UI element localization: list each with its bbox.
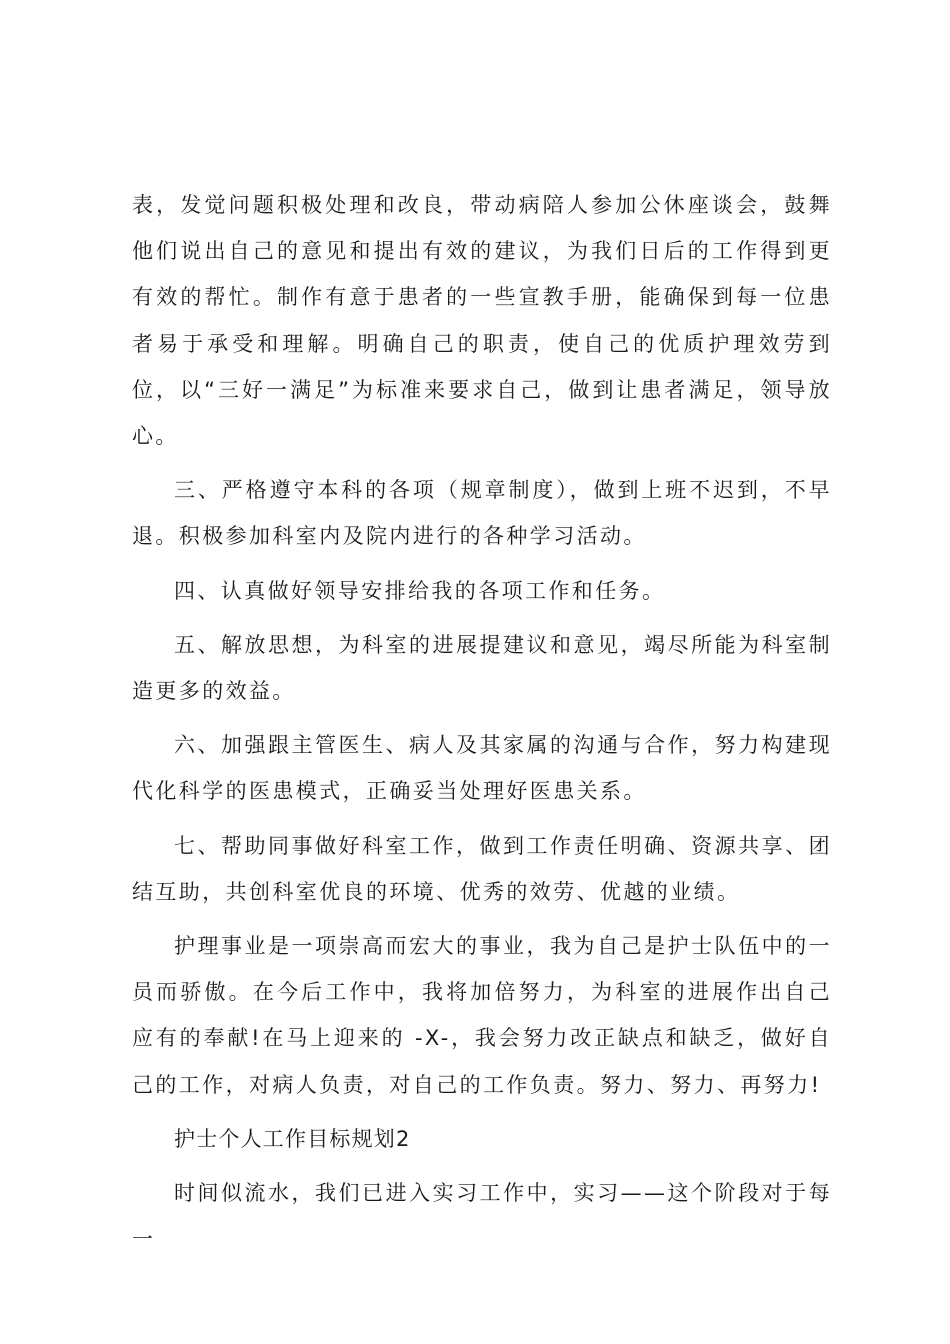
document-body: [132, 182, 832, 1270]
paragraph-continuation: 表，发觉问题积极处理和改良，带动病陪人参加公休座谈会，鼓舞他们说出自己的意见和提出有效的建议，为我们日后的工作得到更有效的帮忙。制作有意于患者的一些宣教手册，能确保到每一位患者易于承受和理解。明确自己的职责，使自己的优质护理效劳到位，以“三好一满足”为标准来要求自己，做到让患者满足，领导放心。: [132, 193, 832, 449]
paragraph-item-6: 六、加强跟主管医生、病人及其家属的沟通与合作，努力构建现代化科学的医患模式，正确妥当处理好医患关系。: [132, 733, 832, 804]
paragraph-item-3: 三、严格遵守本科的各项（规章制度），做到上班不迟到，不早退。积极参加科室内及院内进行的各种学习活动。: [132, 478, 832, 549]
paragraph-closing: 护理事业是一项崇高而宏大的事业，我为自己是护士队伍中的一员而骄傲。在今后工作中，我将加倍努力，为科室的进展作出自己应有的奉献!在马上迎来的 -X-，我会努力改正缺点和缺乏，做好自己的工作，对病人负责，对自己的工作负责。努力、努力、再努力!: [132, 934, 832, 1097]
paragraph-intro: 时间似流水，我们已进入实习工作中，实习——这个阶段对于每一: [132, 1181, 832, 1252]
paragraph-item-4: 四、认真做好领导安排给我的各项工作和任务。: [174, 578, 666, 603]
paragraph-item-5: 五、解放思想，为科室的进展提建议和意见，竭尽所能为科室制造更多的效益。: [132, 632, 832, 704]
paragraph-item-7: 七、帮助同事做好科室工作，做到工作责任明确、资源共享、团结互助，共创科室优良的环境、优秀的效劳、优越的业绩。: [132, 833, 832, 904]
section-heading: 护士个人工作目标规划2: [174, 1126, 411, 1151]
